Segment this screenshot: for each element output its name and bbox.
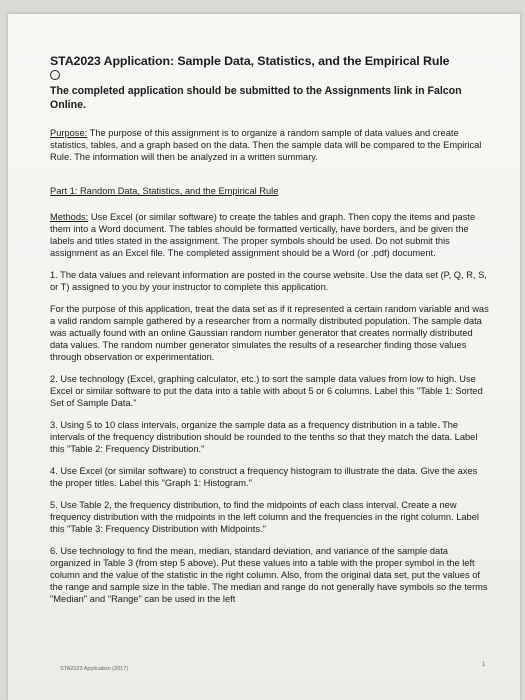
- submission-note: The completed application should be submitted to the Assignments link in Falcon Online.: [50, 85, 462, 111]
- methods-label: Methods:: [50, 212, 89, 222]
- purpose-paragraph: [50, 127, 490, 163]
- methods-paragraph: [50, 211, 490, 259]
- step-6-paragraph: 6. Use technology to find the mean, median, standard deviation, and variance of the sample data organized in Table 3 (from step 5 above). Put these values into a table with the proper symbol in the left column and the value of the statistic in the right column. Also, from the original data set, put the values of the range and sample size in the table. The median and range do not generally have symbols so the terms "Median" and "Range" can be used in the left: [50, 546, 488, 604]
- note-paragraph: For the purpose of this application, treat the data set as if it represented a certain random variable and was a valid random sample gathered by a researcher from a normally distributed population. The sample data was actually found with an online Gaussian random number generator that creates normally distributed data values. The random number generator simulates the results of a researcher finding those values through observation or experimentation.: [50, 304, 489, 362]
- circle-mark-icon: [50, 70, 60, 80]
- step-1-paragraph: 1. The data values and relevant information are posted in the course website. Use the data set (P, Q, R, S, or T) assigned to you by your instructor to complete this application.: [50, 270, 487, 292]
- document-content: [50, 54, 490, 605]
- page-number: 1: [482, 662, 486, 668]
- step-3-paragraph: 3. Using 5 to 10 class intervals, organize the sample data as a frequency distribution in a table. The intervals of the frequency distribution should be rounded to the tenths so that they match the data. Label this "Table 2: Frequency Distribution.": [50, 420, 478, 454]
- methods-text: Use Excel (or similar software) to create the tables and graph. Then copy the items and paste them into a Word document. The tables should be formatted vertically, have borders, and be given the labels and titles stated in the assignment. The proper symbols should be used. Do not submit this assignment as an Excel file. The completed assignment should be a Word (or .pdf) document.: [50, 212, 476, 258]
- document-title: STA2023 Application: Sample Data, Statistics, and the Empirical Rule: [50, 54, 450, 68]
- part1-heading: Part 1: Random Data, Statistics, and the Empirical Rule: [50, 186, 279, 196]
- step-2-paragraph: 2. Use technology (Excel, graphing calculator, etc.) to sort the sample data values from low to high. Use Excel or similar software to put the data into a table with about 5 or 6 columns. Label this "Table 1: Sorted Set of Sample Data.": [50, 374, 483, 408]
- purpose-label: Purpose:: [50, 128, 88, 138]
- step-4-paragraph: 4. Use Excel (or similar software) to construct a frequency histogram to illustrate the data. Give the axes the proper titles. Label this "Graph 1: Histogram.": [50, 466, 478, 488]
- document-page: [8, 14, 520, 700]
- page-footer: STA2023 Application (2017): [60, 666, 129, 672]
- step-5-paragraph: 5. Use Table 2, the frequency distribution, to find the midpoints of each class interval. Create a new frequency distribution with the midpoints in the left column and the frequencies in the right column. Label this "Table 3: Frequency Distribution with Midpoints.": [50, 500, 479, 534]
- purpose-text: The purpose of this assignment is to organize a random sample of data values and create statistics, tables, and a graph based on the data. Then the sample data will be compared to the Empirical Rule. The information will then be analyzed in a written summary.: [50, 128, 482, 162]
